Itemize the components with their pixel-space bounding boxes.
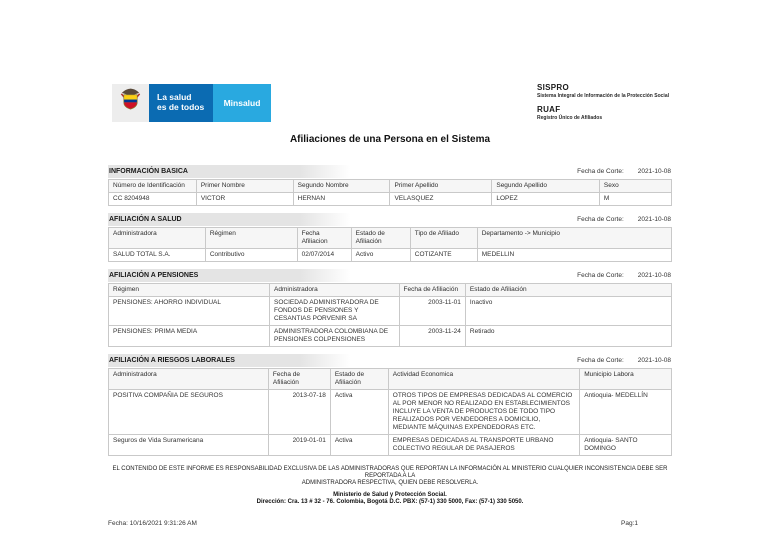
ruaf-title: RUAF: [537, 105, 561, 114]
column-header: Segundo Nombre: [293, 180, 390, 193]
column-header: Primer Nombre: [196, 180, 293, 193]
table-cell: MEDELLIN: [477, 249, 671, 262]
table-cell: PENSIONES: AHORRO INDIVIDUAL: [109, 297, 270, 326]
table-cell: 2003-11-24: [399, 326, 465, 347]
table-header-row: [109, 284, 672, 297]
table-cell: EMPRESAS DEDICADAS AL TRANSPORTE URBANO COLECTIVO REGULAR DE PASAJEROS: [388, 435, 579, 456]
table-cell: SALUD TOTAL S.A.: [109, 249, 206, 262]
column-header: Sexo: [599, 180, 671, 193]
column-header: Tipo de Afiliado: [410, 228, 477, 249]
info-basica-table: [108, 179, 672, 206]
fecha-corte-label: Fecha de Corte:: [577, 216, 624, 223]
column-header: Estado de Afiliación: [465, 284, 671, 297]
column-header: Estado de Afiliación: [330, 369, 388, 390]
table-cell: Inactivo: [465, 297, 671, 326]
section-header-afiliacion-riesgos: [108, 354, 672, 367]
fecha-corte-label: Fecha de Corte:: [577, 168, 624, 175]
table-row: [109, 193, 672, 206]
disclaimer-text: [108, 466, 672, 487]
section-header-afiliacion-salud: [108, 213, 672, 226]
table-cell: ADMINISTRADORA COLOMBIANA DE PENSIONES COLPENSIONES: [270, 326, 399, 347]
table-cell: CC 8204948: [109, 193, 197, 206]
fecha-corte-label: Fecha de Corte:: [577, 272, 624, 279]
table-cell: SOCIEDAD ADMINISTRADORA DE FONDOS DE PENSIONES Y CESANTIAS PORVENIR SA: [270, 297, 399, 326]
logo-tagline-line2: es de todos: [157, 101, 205, 112]
table-cell: Activa: [330, 435, 388, 456]
column-header: Administradora: [109, 228, 206, 249]
ministry-name: Ministerio de Salud y Protección Social.: [333, 492, 447, 498]
column-header: Administradora: [109, 369, 269, 390]
section-title: AFILIACIÓN A RIESGOS LABORALES: [109, 357, 235, 364]
footer-page-number: Pag:1: [621, 520, 638, 527]
table-cell: 02/07/2014: [297, 249, 351, 262]
table-cell: Activo: [351, 249, 410, 262]
fecha-corte: [577, 168, 671, 175]
column-header: Segundo Apellido: [492, 180, 600, 193]
section-title: AFILIACIÓN A SALUD: [109, 216, 182, 223]
salud-table: [108, 227, 672, 262]
disclaimer-line1: EL CONTENIDO DE ESTE INFORME ES RESPONSABILIDAD EXCLUSIVA DE LAS ADMINISTRADORAS QUE REPORTAN LA INFORMACIÓN AL MINISTERIO CUALQUIER INCONSISTENCIA DEBE SER REPORTADA A LA: [112, 466, 668, 479]
table-cell: 2013-07-18: [268, 390, 330, 435]
report-content: [108, 0, 672, 527]
page-footer: [108, 520, 672, 527]
table-row: [109, 390, 672, 435]
table-cell: COTIZANTE: [410, 249, 477, 262]
logo-brand: Minsalud: [213, 84, 271, 122]
disclaimer-line2: ADMINISTRADORA RESPECTIVA, QUIEN DEBE RESOLVERLA.: [301, 480, 479, 486]
fecha-corte-label: Fecha de Corte:: [577, 357, 624, 364]
table-header-row: [109, 369, 672, 390]
fecha-corte-value: 2021-10-08: [637, 357, 671, 364]
section-header-afiliacion-pensiones: [108, 269, 672, 282]
table-cell: Retirado: [465, 326, 671, 347]
table-header-row: [109, 228, 672, 249]
column-header: Fecha Afiliacion: [297, 228, 351, 249]
table-row: [109, 435, 672, 456]
column-header: Municipio Labora: [580, 369, 672, 390]
column-header: Régimen: [205, 228, 297, 249]
table-cell: Seguros de Vida Suramericana: [109, 435, 269, 456]
footer-date: Fecha: 10/16/2021 9:31:26 AM: [108, 520, 197, 527]
table-row: [109, 297, 672, 326]
column-header: Primer Apellido: [390, 180, 492, 193]
column-header: Departamento -> Municipio: [477, 228, 671, 249]
table-cell: Antioquia- MEDELLÍN: [580, 390, 672, 435]
column-header: Régimen: [109, 284, 270, 297]
table-cell: HERNAN: [293, 193, 390, 206]
fecha-corte: [577, 272, 671, 279]
table-cell: Antioquia- SANTO DOMINGO: [580, 435, 672, 456]
table-row: [109, 249, 672, 262]
table-cell: OTROS TIPOS DE EMPRESAS DEDICADAS AL COMERCIO AL POR MENOR NO REALIZADO EN ESTABLECIMIENTOS INCLUYE LA VENTA DE PRODUCTOS DE TODO TIPO REALIZADOS POR VENDEDORES A DOMICILIO, MEDIANTE MÁQUINAS EXPENDEDORAS ETC.: [388, 390, 579, 435]
table-cell: 2003-11-01: [399, 297, 465, 326]
page-title: Afiliaciones de una Persona en el Sistema: [289, 134, 491, 145]
table-cell: Contributivo: [205, 249, 297, 262]
table-cell: VELASQUEZ: [390, 193, 492, 206]
table-header-row: [109, 180, 672, 193]
table-cell: M: [599, 193, 671, 206]
ruaf-subtitle: Registro Único de Afiliados: [537, 115, 603, 121]
ministry-address: Dirección: Cra. 13 # 32 - 76. Colombia, Bogotá D.C. PBX: (57-1) 330 5000, Fax: (57-1) 330 5050.: [256, 499, 524, 505]
column-header: Administradora: [270, 284, 399, 297]
table-cell: POSITIVA COMPAÑIA DE SEGUROS: [109, 390, 269, 435]
section-title: AFILIACIÓN A PENSIONES: [109, 272, 199, 279]
column-header: Número de Identificación: [109, 180, 197, 193]
column-header: Fecha de Afiliación: [268, 369, 330, 390]
riesgos-table: [108, 368, 672, 456]
fecha-corte-value: 2021-10-08: [637, 168, 671, 175]
table-cell: PENSIONES: PRIMA MEDIA: [109, 326, 270, 347]
pensiones-table: [108, 283, 672, 347]
fecha-corte-value: 2021-10-08: [637, 272, 671, 279]
table-cell: VICTOR: [196, 193, 293, 206]
table-cell: 2019-01-01: [268, 435, 330, 456]
sispro-title: SISPRO: [537, 83, 570, 92]
ministry-block: [108, 492, 672, 506]
section-title: INFORMACIÓN BASICA: [109, 168, 188, 175]
sispro-subtitle: Sistema Integral de Información de la Protección Social: [537, 93, 669, 99]
section-header-informacion-basica: [108, 165, 672, 178]
table-cell: Activa: [330, 390, 388, 435]
fecha-corte: [577, 357, 671, 364]
column-header: Estado de Afiliación: [351, 228, 410, 249]
column-header: Actividad Economica: [388, 369, 579, 390]
column-header: Fecha de Afiliación: [399, 284, 465, 297]
fecha-corte: [577, 216, 671, 223]
logo-tagline-line1: La salud: [157, 92, 192, 102]
table-cell: LOPEZ: [492, 193, 600, 206]
fecha-corte-value: 2021-10-08: [637, 216, 671, 223]
table-row: [109, 326, 672, 347]
